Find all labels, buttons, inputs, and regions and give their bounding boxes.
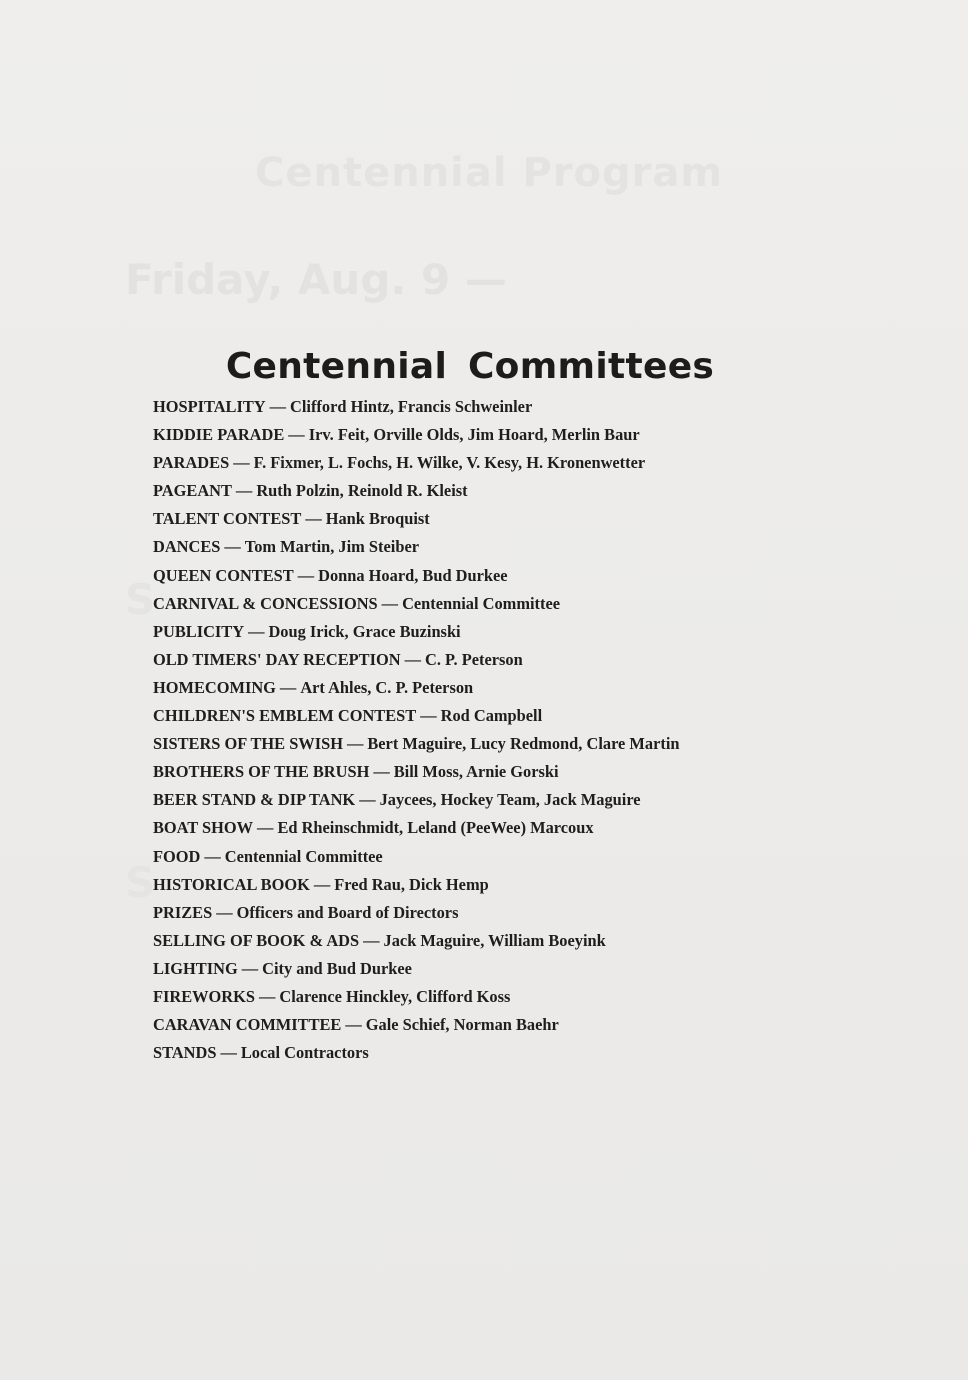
committee-members: Centennial Committee — [402, 593, 561, 613]
committee-members: Jack Maguire, William Boeyink — [383, 930, 606, 950]
committee-row — [153, 786, 680, 814]
committee-members: Rod Campbell — [440, 706, 543, 726]
separator: — — [241, 958, 259, 978]
committee-name: PAGEANT — [153, 481, 232, 501]
committee-row — [153, 646, 680, 674]
committee-row — [153, 814, 680, 842]
separator: — — [224, 537, 241, 557]
committee-row — [153, 758, 680, 786]
committee-name: BEER STAND & DIP TANK — [153, 790, 356, 810]
committee-name: STANDS — [153, 1043, 217, 1063]
committee-row — [153, 618, 680, 646]
committee-name: TALENT CONTEST — [153, 509, 302, 529]
separator: — — [345, 1015, 362, 1035]
show-through-day-heading: Friday, Aug. 9 — — [125, 255, 507, 304]
separator: — — [373, 762, 390, 782]
committee-name: PUBLICITY — [153, 621, 245, 641]
committee-members: Officers and Board of Directors — [236, 902, 459, 922]
committee-members: Donna Hoard, Bud Durkee — [318, 565, 508, 585]
committee-row — [153, 393, 680, 421]
committee-name: FOOD — [153, 846, 201, 866]
separator: — — [259, 986, 276, 1006]
committee-row — [153, 449, 680, 477]
committee-row — [153, 843, 680, 871]
committee-row — [153, 477, 680, 505]
committee-name: LIGHTING — [153, 958, 238, 978]
committee-row — [153, 590, 680, 618]
committee-members: Irv. Feit, Orville Olds, Jim Hoard, Merlin Baur — [308, 425, 640, 445]
committee-row — [153, 730, 680, 758]
separator: — — [233, 453, 250, 473]
separator: — — [381, 593, 399, 613]
committee-name: PRIZES — [153, 902, 213, 922]
committee-row — [153, 927, 680, 955]
separator: — — [313, 874, 331, 894]
separator: — — [420, 706, 437, 726]
committee-name: FIREWORKS — [153, 986, 256, 1006]
committee-members: Tom Martin, Jim Steiber — [244, 537, 420, 557]
committee-members: Clifford Hintz, Francis Schweinler — [290, 397, 533, 416]
committee-members: Fred Rau, Dick Hemp — [334, 874, 489, 894]
committee-row — [153, 533, 680, 561]
separator: — — [248, 621, 265, 641]
committee-name: QUEEN CONTEST — [153, 565, 294, 585]
committee-row — [153, 702, 680, 730]
committee-row — [153, 871, 680, 899]
separator: — — [220, 1043, 237, 1063]
committee-members: Hank Broquist — [325, 509, 430, 529]
separator: — — [297, 565, 315, 585]
show-through-day-heading: S — [125, 575, 156, 624]
committee-members: City and Bud Durkee — [262, 958, 412, 978]
committee-name: DANCES — [153, 537, 221, 557]
committee-row — [153, 562, 680, 590]
committee-name: CARAVAN COMMITTEE — [153, 1015, 342, 1035]
separator: — — [216, 902, 233, 922]
separator: — — [257, 818, 274, 838]
committee-name: SELLING OF BOOK & ADS — [153, 930, 360, 950]
committee-row — [153, 505, 680, 533]
committee-members: Art Ahles, C. P. Peterson — [300, 677, 474, 697]
committee-members: Bert Maguire, Lucy Redmond, Clare Martin — [367, 734, 680, 754]
separator: — — [404, 649, 421, 669]
committee-name: BROTHERS OF THE BRUSH — [153, 762, 370, 782]
committee-row — [153, 955, 680, 983]
show-through-day-heading: S — [125, 858, 156, 907]
committee-name: BOAT SHOW — [153, 818, 254, 838]
separator: — — [359, 790, 376, 810]
separator: — — [305, 509, 322, 529]
separator: — — [269, 397, 287, 416]
committee-members: C. P. Peterson — [424, 649, 523, 669]
separator: — — [235, 481, 253, 501]
committee-name: PARADES — [153, 453, 230, 473]
committee-name: HISTORICAL BOOK — [153, 874, 310, 894]
committee-members: Clarence Hinckley, Clifford Koss — [279, 986, 511, 1006]
committee-members: Ruth Polzin, Reinold R. Kleist — [256, 481, 468, 501]
committee-name: HOMECOMING — [153, 677, 276, 697]
committee-row — [153, 899, 680, 927]
committee-name: KIDDIE PARADE — [153, 425, 285, 445]
separator: — — [346, 734, 364, 754]
committee-name: OLD TIMERS' DAY RECEPTION — [153, 649, 401, 669]
committee-members: Local Contractors — [240, 1043, 369, 1063]
committee-members: Gale Schief, Norman Baehr — [365, 1015, 559, 1035]
committee-row — [153, 983, 680, 1011]
committee-members: F. Fixmer, L. Fochs, H. Wilke, V. Kesy, H. Kronenwetter — [253, 453, 646, 473]
separator: — — [288, 425, 305, 445]
committee-row — [153, 421, 680, 449]
show-through-title: Centennial Program — [255, 150, 724, 196]
committee-members: Doug Irick, Grace Buzinski — [268, 621, 461, 641]
separator: — — [363, 930, 380, 950]
committee-name: HOSPITALITY — [153, 397, 266, 416]
committee-row — [153, 1039, 680, 1067]
committee-row — [153, 674, 680, 702]
committee-list — [153, 393, 680, 1067]
committee-members: Ed Rheinschmidt, Leland (PeeWee) Marcoux — [277, 818, 594, 838]
committee-name: SISTERS OF THE SWISH — [153, 734, 343, 754]
committee-members: Bill Moss, Arnie Gorski — [393, 762, 559, 782]
separator: — — [204, 846, 221, 866]
committee-members: Jaycees, Hockey Team, Jack Maguire — [379, 790, 641, 810]
committee-row — [153, 1011, 680, 1039]
page-title: Centennial Committees — [225, 346, 715, 388]
committee-members: Centennial Committee — [224, 846, 383, 866]
committee-name: CHILDREN'S EMBLEM CONTEST — [153, 706, 417, 726]
separator: — — [279, 677, 297, 697]
committee-name: CARNIVAL & CONCESSIONS — [153, 593, 378, 613]
